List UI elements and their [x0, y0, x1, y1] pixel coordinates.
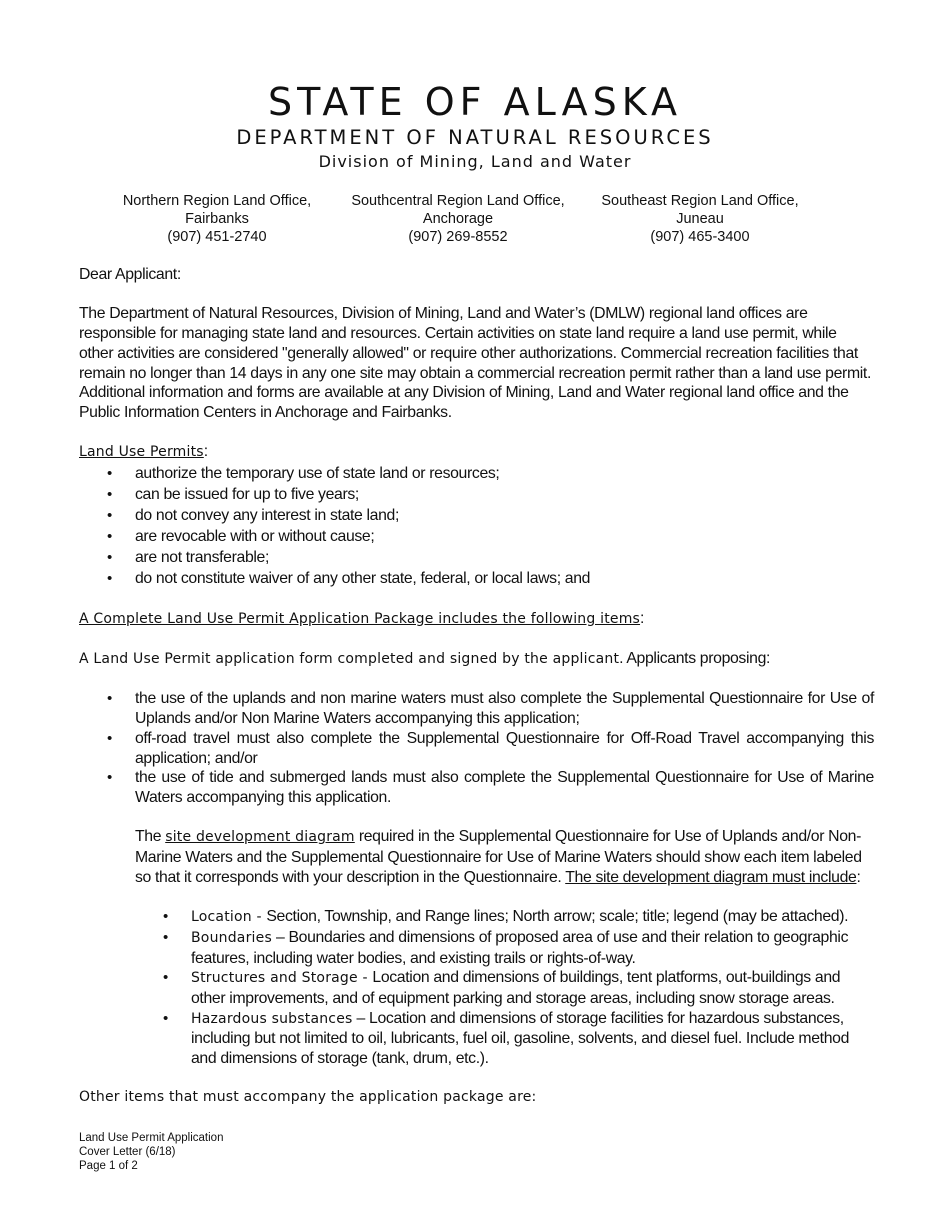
- division-title: Division of Mining, Land and Water: [318, 152, 632, 171]
- other-items-line: Other items that must accompany the application package are:: [79, 1089, 537, 1106]
- office-phone: (907) 451-2740: [167, 229, 267, 245]
- list-item: • do not convey any interest in state land;: [79, 505, 874, 526]
- office-phone: (907) 269-8552: [408, 229, 508, 245]
- list-item: • are not transferable;: [79, 547, 874, 568]
- page-footer: [79, 1131, 223, 1173]
- footer-page-number: Page 1 of 2: [79, 1160, 138, 1172]
- office-name: Northern Region Land Office,: [122, 193, 312, 209]
- list-item: • the use of tide and submerged lands must also complete the Supplemental Questionnaire for Use of Marine Waters accompanying this application.: [79, 768, 874, 807]
- footer-form-name: Land Use Permit Application: [79, 1132, 224, 1144]
- state-title: STATE OF ALASKA: [268, 80, 682, 124]
- list-item: • Hazardous substances – Location and dimensions of storage facilities for hazardous substances, including but not limited to oil, lubricants, fuel oil, gasoline, solvents, and diesel fuel. Include method and dimensions of storage (tank, drum, etc.).: [79, 1009, 874, 1069]
- letter-body: [79, 265, 874, 1108]
- diagram-paragraph: The site development diagram required in the Supplemental Questionnaire for Use of Uplands and/or Non-Marine Waters and the Supplemental Questionnaire for Use of Marine Waters should show each item labeled so that it corresponds with your description in the Questionnaire. The site development diagram must include:: [135, 828, 862, 886]
- list-item: • off-road travel must also complete the Supplemental Questionnaire for Off-Road Travel accompanying this application; and/or: [79, 729, 874, 768]
- office-city: Juneau: [676, 211, 724, 227]
- office-city: Anchorage: [422, 211, 494, 227]
- item-label: Boundaries: [191, 929, 272, 946]
- permits-heading: Land Use Permits:: [79, 443, 208, 461]
- office-phone: (907) 465-3400: [650, 229, 750, 245]
- application-lead: A Land Use Permit application form completed and signed by the applicant: [79, 651, 620, 668]
- office-city: Fairbanks: [185, 211, 249, 227]
- list-item: • do not constitute waiver of any other state, federal, or local laws; and: [79, 568, 874, 589]
- item-label: Hazardous substances: [191, 1010, 353, 1027]
- office-southcentral: [348, 192, 568, 246]
- office-name: Southcentral Region Land Office,: [351, 193, 565, 209]
- diagram-term: site development diagram: [165, 829, 355, 846]
- list-item: • can be issued for up to five years;: [79, 484, 874, 505]
- footer-version: Cover Letter (6/18): [79, 1146, 176, 1158]
- intro-paragraph: The Department of Natural Resources, Division of Mining, Land and Water’s (DMLW) regional land offices are responsible for managing state land and resources. Certain activities on state land require a land use permit, while other activities are considered "generally allowed" or require other authorizations. Commercial recreation facilities that remain no longer than 14 days in any one site may obtain a commercial recreation permit rather than a land use permit. Additional information and forms are available at any Division of Mining, Land and Water regional land office and the Public Information Centers in Anchorage and Fairbanks.: [79, 305, 871, 421]
- item-label: Location -: [191, 909, 267, 926]
- item-label: Structures and Storage -: [191, 970, 373, 987]
- list-item: • are revocable with or without cause;: [79, 526, 874, 547]
- list-item: • authorize the temporary use of state land or resources;: [79, 463, 874, 484]
- package-heading-text: A Complete Land Use Permit Application Package includes the following items: [79, 610, 641, 627]
- salutation: Dear Applicant:: [79, 266, 181, 283]
- application-line: A Land Use Permit application form completed and signed by the applicant. Applicants proposing:: [79, 650, 771, 668]
- department-title: DEPARTMENT OF NATURAL RESOURCES: [236, 126, 714, 149]
- diagram-items-list: [79, 907, 874, 1069]
- office-name: Southeast Region Land Office,: [601, 193, 799, 209]
- proposing-list: [79, 689, 874, 807]
- permits-list: [79, 463, 874, 589]
- list-item: • Location - Section, Township, and Range lines; North arrow; scale; title; legend (may be attached).: [79, 907, 874, 928]
- office-southeast: [594, 192, 806, 246]
- list-item: • the use of the uplands and non marine waters must also complete the Supplemental Questionnaire for Use of Uplands and/or Non Marine Waters accompanying this application;: [79, 689, 874, 728]
- office-northern: [112, 192, 322, 246]
- package-heading: A Complete Land Use Permit Application Package includes the following items:: [79, 609, 645, 627]
- diagram-must: The site development diagram must include: [565, 868, 857, 886]
- permits-heading-text: Land Use Permits: [79, 444, 204, 461]
- list-item: • Boundaries – Boundaries and dimensions of proposed area of use and their relation to geographic features, including water bodies, and existing trails or rights-of-way.: [79, 928, 874, 968]
- list-item: • Structures and Storage - Location and dimensions of buildings, tent platforms, out-buildings and other improvements, and of equipment parking and storage areas, including snow storage areas.: [79, 968, 874, 1008]
